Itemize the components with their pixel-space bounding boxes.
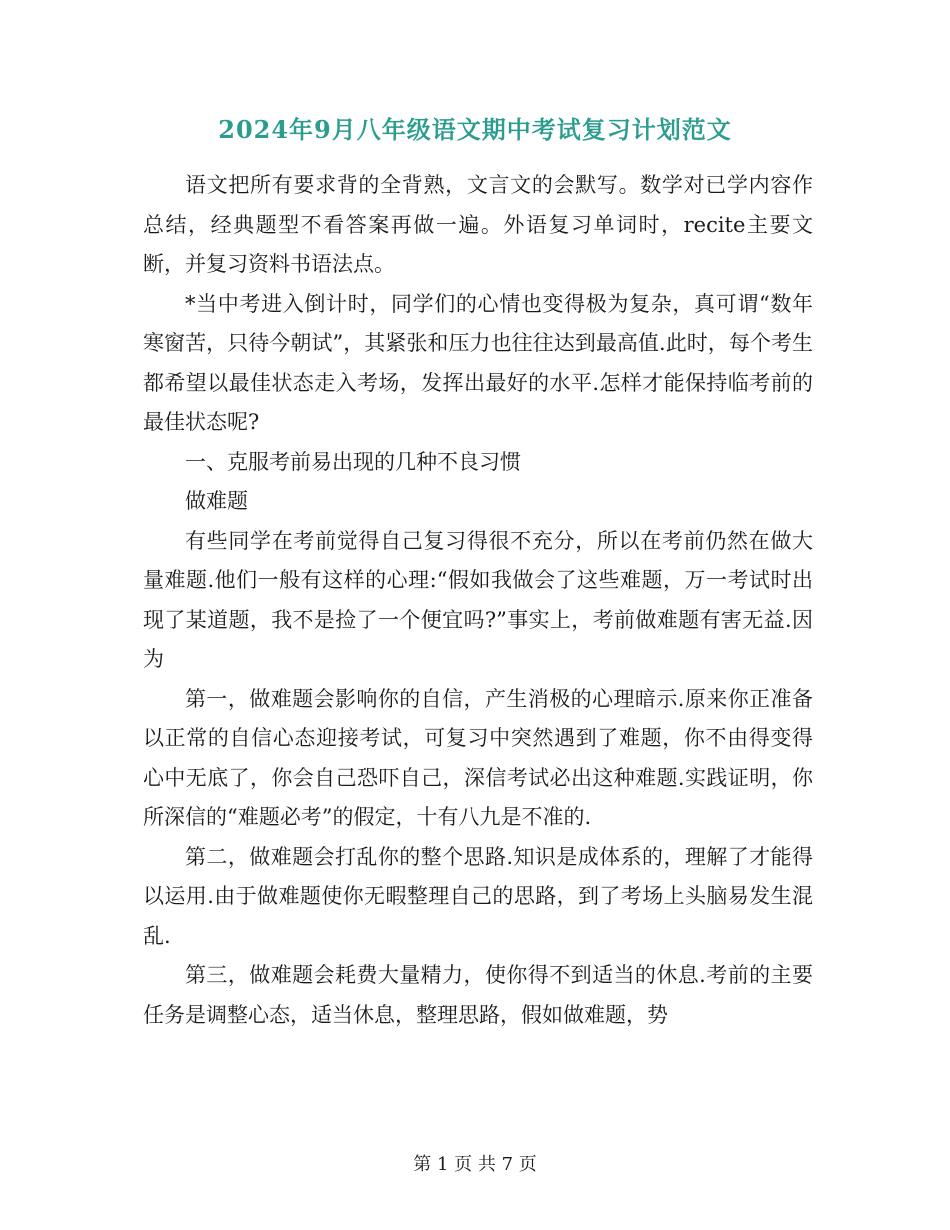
paragraph: 第一，做难题会影响你的自信，产生消极的心理暗示.原来你正准备以正常的自信心态迎接考试，可复习中突然遇到了难题，你不由得变得心中无底了，你会自己恐吓自己，深信考试必出这种难题.实践证明，你所深信的“难题必考”的假定，十有八九是不准的. [143, 686, 813, 829]
subsection-heading: 做难题 [185, 489, 248, 513]
section-heading: 一、克服考前易出现的几种不良习惯 [185, 449, 521, 474]
document-title: 2024年9月八年级语文期中考试复习计划范文 [218, 115, 732, 144]
paragraph: 语文把所有要求背的全背熟，文言文的会默写。数学对已学内容作总结，经典题型不看答案再做一遍。外语复习单词时，recite主要文断，并复习资料书语法点。 [143, 173, 813, 276]
paragraph: *当中考进入倒计时，同学们的心情也变得极为复杂，真可谓“数年寒窗苦，只待今朝试”，其紧张和压力也往往达到最高值.此时，每个考生都希望以最佳状态走入考场，发挥出最好的水平.怎样才能保持临考前的最佳状态呢? [143, 291, 813, 434]
paragraph: 有些同学在考前觉得自己复习得很不充分，所以在考前仍然在做大量难题.他们一般有这样的心理:“假如我做会了这些难题，万一考试时出现了某道题，我不是捡了一个便宜吗?”事实上，考前做难题有害无益.因为 [143, 528, 813, 671]
document-body [143, 166, 813, 1035]
paragraph: 第二，做难题会打乱你的整个思路.知识是成体系的，理解了才能得以运用.由于做难题使你无暇整理自己的思路，到了考场上头脑易发生混乱. [143, 844, 813, 948]
paragraph: 第三，做难题会耗费大量精力，使你得不到适当的休息.考前的主要任务是调整心态，适当休息，整理思路，假如做难题，势 [143, 963, 813, 1027]
page-number-footer: 第 1 页 共 7 页 [413, 1154, 537, 1175]
